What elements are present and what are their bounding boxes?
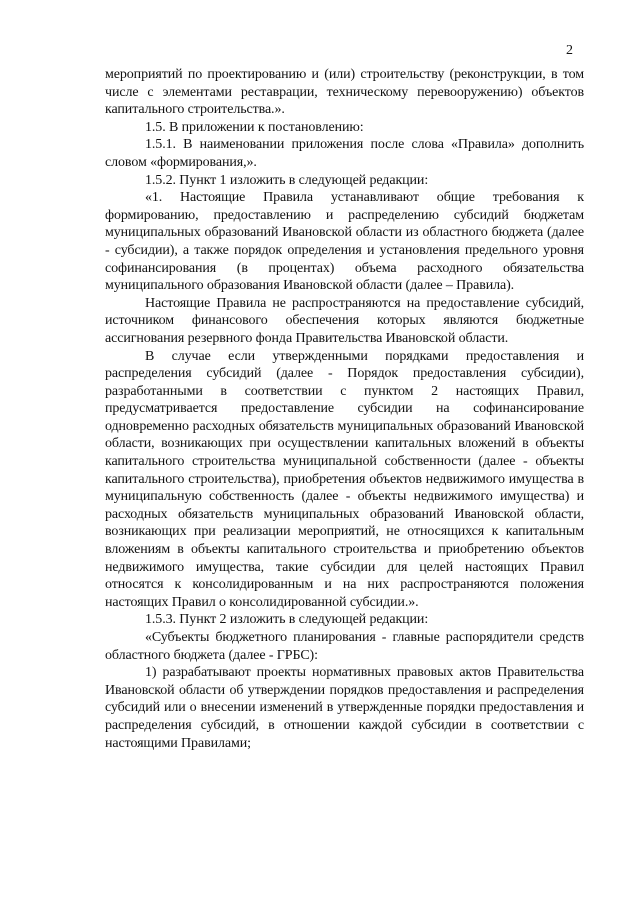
- paragraph-2: 1.5. В приложении к постановлению:: [145, 119, 364, 135]
- paragraph-8: 1.5.3. Пункт 2 изложить в следующей редакции:: [145, 612, 429, 628]
- page-number: 2: [566, 43, 573, 58]
- paragraph-6: Настоящие Правила не распространяются на предоставление субсидий, источником финансового обеспечения которых являются бюджетные ассигнования резервного фонда Правительства Ивановской области.: [105, 295, 584, 346]
- paragraph-10: 1) разрабатывают проекты нормативных правовых актов Правительства Ивановской области об утверждении порядков предоставления и распределения субсидий или о внесении изменений в утвержденные порядки предоставления и распределения субсидий, в отношении каждой субсидии в соответствии с настоящими Правилами;: [105, 665, 584, 751]
- paragraph-5: «1. Настоящие Правила устанавливают общие требования к формированию, предоставлению и распределению субсидий бюджетам муниципальных образований Ивановской области из областного бюджета (далее - субсидии), а также порядок определения и установления предельного уровня софинансирования (в процентах) объема расходного обязательства муниципального образования Ивановской области (далее – Правила).: [105, 190, 584, 294]
- document-body: [105, 66, 584, 752]
- paragraph-7: В случае если утвержденными порядками предоставления и распределения субсидий (далее - Порядок предоставления субсидии), разработанными в соответствии с пунктом 2 настоящих Правил, предусматривается предоставление субсидии на софинансирование одновременно расходных обязательств муниципальных образований Ивановской области, возникающих при осуществлении капитальных вложений в объекты капитального строительства муниципальной собственности (далее - объекты капитального строительства), приобретения объектов недвижимого имущества в муниципальную собственность (далее - объекты недвижимого имущества) и расходных обязательств муниципальных образований Ивановской области, возникающих при реализации мероприятий, не относящихся к капитальным вложениям в объекты капитального строительства и приобретению объектов недвижимого имущества, такие субсидии для целей настоящих Правил относятся к консолидированным и на них распространяются положения настоящих Правил о консолидированной субсидии.».: [105, 348, 584, 610]
- paragraph-1: мероприятий по проектированию и (или) строительству (реконструкции, в том числе с элементами реставрации, техническому перевооружению) объектов капитального строительства.».: [105, 67, 584, 118]
- paragraph-9: «Субъекты бюджетного планирования - главные распорядители средств областного бюджета (далее - ГРБС):: [105, 630, 584, 663]
- paragraph-4: 1.5.2. Пункт 1 изложить в следующей редакции:: [145, 172, 429, 188]
- paragraph-3: 1.5.1. В наименовании приложения после слова «Правила» дополнить словом «формирования,».: [105, 137, 584, 170]
